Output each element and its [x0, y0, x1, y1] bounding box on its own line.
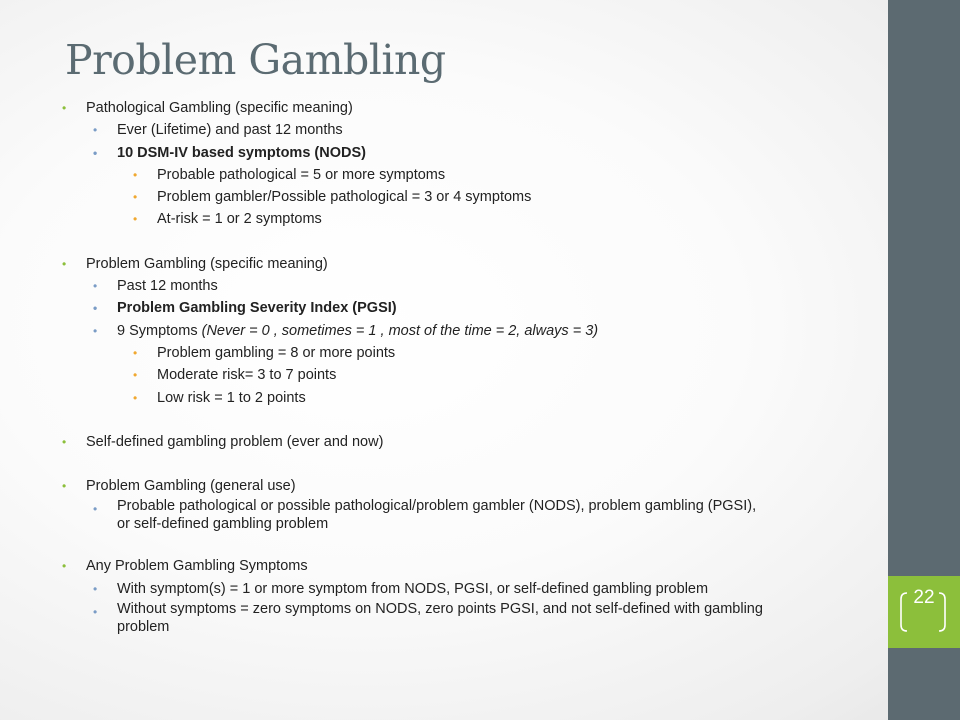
- bullet-text-line: or self-defined gambling problem: [117, 516, 329, 533]
- bullet-l2: [62, 320, 882, 342]
- bullet-l2: • With symptom(s) = 1 or more symptom from NODS, PGSI, or self-defined gambling problem: [62, 578, 882, 600]
- bullet-list: [62, 97, 882, 658]
- bullet-l3: • Probable pathological = 5 or more symptoms: [62, 164, 882, 186]
- bullet-l3: • Problem gambler/Possible pathological = 3 or 4 symptoms: [62, 186, 882, 208]
- bullet-l3: • At-risk = 1 or 2 symptoms: [62, 208, 882, 230]
- bullet-text-line: • Without symptoms = zero symptoms on NODS, zero points PGSI, and not self-defined with gambling: [117, 601, 763, 618]
- slide-number: 22: [913, 587, 935, 608]
- bullet-l1: • Problem Gambling (general use): [62, 475, 882, 497]
- group-general-use: [62, 475, 882, 533]
- bullet-l2: [62, 498, 882, 533]
- slide-number-badge: [888, 576, 960, 648]
- bullet-l1: • Self-defined gambling problem (ever and now): [62, 431, 882, 453]
- bullet-l2: • Problem Gambling Severity Index (PGSI): [62, 297, 882, 319]
- bullet-l3: • Moderate risk= 3 to 7 points: [62, 364, 882, 386]
- bullet-l2: • Ever (Lifetime) and past 12 months: [62, 119, 882, 141]
- bullet-l1: • Any Problem Gambling Symptoms: [62, 555, 882, 577]
- bullet-l3: • Problem gambling = 8 or more points: [62, 342, 882, 364]
- bullet-text-line: • Probable pathological or possible pathological/problem gambler (NODS), problem gambling (PGSI),: [117, 498, 757, 515]
- bullet-l2: [62, 601, 882, 636]
- bullet-text-line: problem: [117, 619, 170, 636]
- scoring-detail: (Never = 0 , sometimes = 1 , most of the time = 2, always = 3): [201, 322, 599, 339]
- group-any-symptoms: [62, 555, 882, 636]
- bullet-l3: • Low risk = 1 to 2 points: [62, 387, 882, 409]
- bullet-l2: • 10 DSM-IV based symptoms (NODS): [62, 142, 882, 164]
- bullet-l1: • Problem Gambling (specific meaning): [62, 253, 882, 275]
- group-pathological-gambling: [62, 97, 882, 231]
- bullet-l1: • Pathological Gambling (specific meaning): [62, 97, 882, 119]
- bullet-text: 9 Symptoms: [117, 322, 202, 339]
- slide-title: Problem Gambling: [65, 36, 446, 84]
- group-self-defined: [62, 431, 882, 453]
- group-problem-gambling-specific: [62, 253, 882, 409]
- bullet-l2: • Past 12 months: [62, 275, 882, 297]
